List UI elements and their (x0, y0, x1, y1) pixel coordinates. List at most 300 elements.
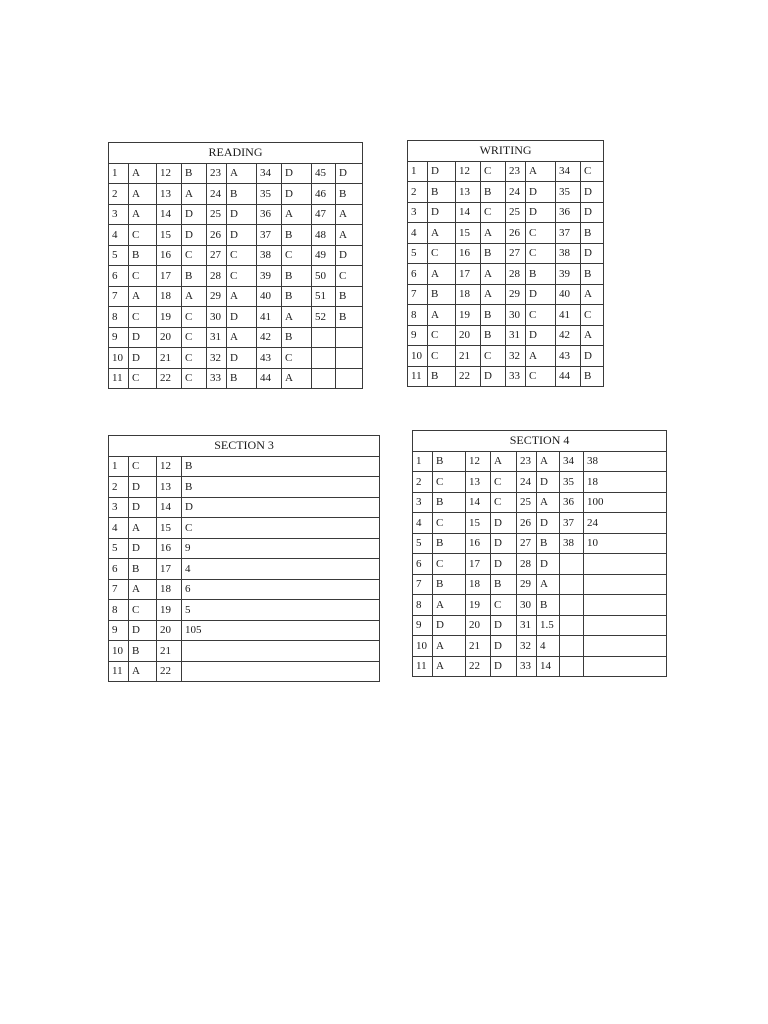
answer-cell: C (481, 161, 506, 182)
question-number-cell: 41 (257, 307, 282, 328)
answer-cell: B (282, 327, 312, 348)
answer-cell: B (336, 307, 363, 328)
table-row (408, 325, 604, 346)
table-row (109, 600, 380, 621)
question-number-cell: 52 (312, 307, 336, 328)
answer-cell: B (336, 286, 363, 307)
answer-cell: D (537, 554, 560, 575)
answer-cell: A (182, 286, 207, 307)
question-number-cell: 5 (109, 538, 129, 559)
answer-cell: A (282, 368, 312, 389)
answer-cell: A (491, 451, 517, 472)
question-number-cell: 23 (517, 451, 537, 472)
answer-cell: D (581, 346, 604, 367)
question-number-cell: 4 (109, 518, 129, 539)
answer-cell: D (129, 538, 157, 559)
answer-cell: B (581, 366, 604, 387)
answer-cell (584, 595, 667, 616)
question-number-cell: 38 (556, 243, 581, 264)
answer-cell: A (428, 305, 456, 326)
question-number-cell: 37 (560, 513, 584, 534)
answer-cell: C (481, 202, 506, 223)
answer-cell: C (282, 245, 312, 266)
question-number-cell: 7 (109, 286, 129, 307)
answer-cell: B (182, 477, 380, 498)
answer-cell: B (433, 451, 466, 472)
answer-cell (336, 327, 363, 348)
answer-cell (336, 348, 363, 369)
question-number-cell: 40 (556, 284, 581, 305)
answer-cell: C (336, 266, 363, 287)
answer-cell: C (227, 245, 257, 266)
question-number-cell: 24 (517, 472, 537, 493)
answer-cell: D (129, 327, 157, 348)
table-row (109, 204, 363, 225)
answer-cell: A (129, 661, 157, 682)
answer-cell: 5 (182, 600, 380, 621)
question-number-cell: 44 (257, 368, 282, 389)
answer-cell: C (182, 245, 207, 266)
question-number-cell: 7 (413, 574, 433, 595)
question-number-cell: 34 (257, 163, 282, 184)
question-number-cell: 35 (556, 182, 581, 203)
question-number-cell (560, 574, 584, 595)
answer-cell (584, 554, 667, 575)
answer-cell: A (227, 286, 257, 307)
question-number-cell: 20 (456, 325, 481, 346)
answer-cell: C (491, 595, 517, 616)
question-number-cell: 2 (109, 477, 129, 498)
answer-cell: A (129, 579, 157, 600)
answer-cell: A (481, 223, 506, 244)
answer-cell: B (182, 266, 207, 287)
answer-cell: C (491, 472, 517, 493)
table-row (109, 538, 380, 559)
question-number-cell: 36 (556, 202, 581, 223)
question-number-cell: 46 (312, 184, 336, 205)
answer-cell: D (537, 472, 560, 493)
answer-cell: 105 (182, 620, 380, 641)
answer-cell: B (433, 574, 466, 595)
question-number-cell: 1 (408, 161, 428, 182)
question-number-cell: 25 (506, 202, 526, 223)
answer-cell: A (537, 451, 560, 472)
answer-cell: B (129, 559, 157, 580)
question-number-cell: 11 (413, 656, 433, 677)
answer-cell: D (581, 202, 604, 223)
answer-cell: 4 (182, 559, 380, 580)
question-number-cell: 18 (157, 286, 182, 307)
answer-cell: C (182, 348, 207, 369)
answer-cell: D (537, 513, 560, 534)
question-number-cell: 41 (556, 305, 581, 326)
answer-cell: B (428, 284, 456, 305)
answer-cell: A (433, 595, 466, 616)
answer-cell: A (526, 161, 556, 182)
question-number-cell: 49 (312, 245, 336, 266)
table-row (109, 307, 363, 328)
question-number-cell: 36 (257, 204, 282, 225)
question-number-cell: 24 (207, 184, 227, 205)
table-row (109, 245, 363, 266)
question-number-cell: 31 (207, 327, 227, 348)
question-number-cell: 15 (157, 225, 182, 246)
question-number-cell: 6 (109, 559, 129, 580)
question-number-cell: 3 (109, 204, 129, 225)
table-row (413, 513, 667, 534)
question-number-cell: 8 (109, 600, 129, 621)
section4-title: SECTION 4 (413, 431, 667, 452)
writing-title: WRITING (408, 141, 604, 162)
question-number-cell: 50 (312, 266, 336, 287)
question-number-cell: 16 (466, 533, 491, 554)
question-number-cell: 30 (517, 595, 537, 616)
answer-cell: 1.5 (537, 615, 560, 636)
table-row (109, 225, 363, 246)
question-number-cell: 19 (466, 595, 491, 616)
answer-cell: D (182, 204, 207, 225)
table-row (413, 533, 667, 554)
question-number-cell: 4 (109, 225, 129, 246)
answer-cell: B (581, 223, 604, 244)
answer-cell: C (526, 223, 556, 244)
question-number-cell: 14 (157, 204, 182, 225)
answer-cell: C (182, 327, 207, 348)
reading-title: READING (109, 143, 363, 164)
answer-cell (584, 656, 667, 677)
answer-cell: D (227, 348, 257, 369)
answer-cell: 4 (537, 636, 560, 657)
answer-cell: D (282, 184, 312, 205)
question-number-cell: 44 (556, 366, 581, 387)
question-number-cell: 31 (506, 325, 526, 346)
question-number-cell: 13 (157, 184, 182, 205)
answer-cell: D (282, 163, 312, 184)
answer-cell: C (428, 346, 456, 367)
answer-cell: A (537, 574, 560, 595)
answer-cell: B (491, 574, 517, 595)
answer-cell: A (282, 307, 312, 328)
question-number-cell: 25 (517, 492, 537, 513)
question-number-cell: 4 (413, 513, 433, 534)
answer-cell: C (581, 161, 604, 182)
table-row (408, 366, 604, 387)
question-number-cell: 21 (157, 348, 182, 369)
answer-cell: C (129, 368, 157, 389)
question-number-cell: 22 (157, 368, 182, 389)
answer-cell: D (129, 620, 157, 641)
question-number-cell: 8 (109, 307, 129, 328)
question-number-cell: 3 (408, 202, 428, 223)
answer-cell: 38 (584, 451, 667, 472)
answer-cell: B (282, 266, 312, 287)
answer-cell: B (129, 641, 157, 662)
question-number-cell: 33 (207, 368, 227, 389)
question-number-cell: 8 (408, 305, 428, 326)
answer-cell: D (428, 161, 456, 182)
question-number-cell: 14 (456, 202, 481, 223)
question-number-cell: 47 (312, 204, 336, 225)
question-number-cell: 22 (466, 656, 491, 677)
question-number-cell: 19 (456, 305, 481, 326)
question-number-cell: 1 (109, 456, 129, 477)
question-number-cell: 8 (413, 595, 433, 616)
question-number-cell: 45 (312, 163, 336, 184)
question-number-cell: 39 (257, 266, 282, 287)
answer-cell: D (433, 615, 466, 636)
answer-cell (336, 368, 363, 389)
question-number-cell: 3 (413, 492, 433, 513)
question-number-cell: 17 (466, 554, 491, 575)
answer-cell: C (581, 305, 604, 326)
question-number-cell: 43 (257, 348, 282, 369)
answer-cell: C (428, 325, 456, 346)
question-number-cell (560, 595, 584, 616)
answer-cell: D (129, 477, 157, 498)
question-number-cell: 29 (517, 574, 537, 595)
answer-cell: C (182, 307, 207, 328)
question-number-cell: 40 (257, 286, 282, 307)
table-row (109, 327, 363, 348)
question-number-cell: 13 (157, 477, 182, 498)
answer-cell: C (129, 266, 157, 287)
question-number-cell: 29 (506, 284, 526, 305)
question-number-cell: 7 (408, 284, 428, 305)
answer-cell: D (526, 202, 556, 223)
table-row (408, 161, 604, 182)
answer-cell: 10 (584, 533, 667, 554)
table-row (109, 286, 363, 307)
answer-cell: B (481, 305, 506, 326)
table-row (109, 266, 363, 287)
question-number-cell: 19 (157, 307, 182, 328)
question-number-cell: 19 (157, 600, 182, 621)
question-number-cell: 30 (207, 307, 227, 328)
question-number-cell: 1 (413, 451, 433, 472)
table-row (408, 182, 604, 203)
question-number-cell: 20 (466, 615, 491, 636)
question-number-cell: 5 (109, 245, 129, 266)
question-number-cell: 13 (456, 182, 481, 203)
answer-cell: D (227, 204, 257, 225)
answer-cell: D (581, 182, 604, 203)
question-number-cell: 1 (109, 163, 129, 184)
question-number-cell: 26 (207, 225, 227, 246)
question-number-cell: 17 (157, 266, 182, 287)
answer-cell (182, 661, 380, 682)
table-row (413, 492, 667, 513)
reading-answer-table (108, 142, 363, 389)
question-number-cell (560, 636, 584, 657)
answer-cell: C (526, 243, 556, 264)
table-row (408, 243, 604, 264)
question-number-cell: 27 (207, 245, 227, 266)
answer-cell: C (491, 492, 517, 513)
table-row (109, 661, 380, 682)
question-number-cell (312, 348, 336, 369)
answer-cell: B (433, 533, 466, 554)
answer-cell: B (428, 366, 456, 387)
question-number-cell: 26 (517, 513, 537, 534)
question-number-cell: 20 (157, 620, 182, 641)
answer-cell: C (481, 346, 506, 367)
answer-cell: A (129, 184, 157, 205)
answer-cell: D (129, 348, 157, 369)
table-row (408, 346, 604, 367)
question-number-cell: 23 (207, 163, 227, 184)
question-number-cell: 42 (257, 327, 282, 348)
answer-cell: C (182, 518, 380, 539)
question-number-cell: 33 (506, 366, 526, 387)
question-number-cell: 35 (560, 472, 584, 493)
question-number-cell: 35 (257, 184, 282, 205)
section-4-answer-table (412, 430, 667, 677)
question-number-cell: 11 (109, 661, 129, 682)
question-number-cell: 2 (408, 182, 428, 203)
question-number-cell: 17 (157, 559, 182, 580)
table-row (109, 456, 380, 477)
answer-cell: D (182, 225, 207, 246)
answer-cell: C (129, 600, 157, 621)
answer-cell: D (336, 245, 363, 266)
question-number-cell: 29 (207, 286, 227, 307)
answer-cell: B (481, 325, 506, 346)
answer-cell: 18 (584, 472, 667, 493)
answer-cell (584, 636, 667, 657)
answer-cell: B (537, 595, 560, 616)
question-number-cell: 2 (413, 472, 433, 493)
answer-cell: D (581, 243, 604, 264)
question-number-cell: 32 (506, 346, 526, 367)
answer-cell: A (581, 325, 604, 346)
question-number-cell: 36 (560, 492, 584, 513)
answer-cell: B (129, 245, 157, 266)
question-number-cell: 43 (556, 346, 581, 367)
table-row (109, 497, 380, 518)
question-number-cell: 38 (560, 533, 584, 554)
question-number-cell: 14 (157, 497, 182, 518)
answer-cell: A (433, 636, 466, 657)
answer-cell: D (227, 225, 257, 246)
question-number-cell: 2 (109, 184, 129, 205)
answer-cell: B (428, 182, 456, 203)
answer-cell: D (481, 366, 506, 387)
question-number-cell: 11 (408, 366, 428, 387)
answer-cell: C (526, 305, 556, 326)
answer-cell: 9 (182, 538, 380, 559)
question-number-cell: 21 (456, 346, 481, 367)
answer-cell: D (428, 202, 456, 223)
table-row (109, 579, 380, 600)
question-number-cell (312, 327, 336, 348)
question-number-cell: 30 (506, 305, 526, 326)
question-number-cell: 21 (466, 636, 491, 657)
question-number-cell: 13 (466, 472, 491, 493)
table-row (109, 348, 363, 369)
question-number-cell: 28 (207, 266, 227, 287)
answer-cell: B (433, 492, 466, 513)
answer-cell: D (526, 182, 556, 203)
question-number-cell: 18 (456, 284, 481, 305)
question-number-cell: 37 (257, 225, 282, 246)
answer-cell: B (481, 182, 506, 203)
answer-cell: B (581, 264, 604, 285)
question-number-cell: 9 (109, 620, 129, 641)
table-row (413, 656, 667, 677)
answer-cell: D (129, 497, 157, 518)
question-number-cell: 51 (312, 286, 336, 307)
answer-cell: A (428, 264, 456, 285)
answer-cell: A (537, 492, 560, 513)
answer-cell: C (526, 366, 556, 387)
answer-cell: C (129, 307, 157, 328)
answer-cell: B (336, 184, 363, 205)
answer-cell: A (182, 184, 207, 205)
answer-cell: A (433, 656, 466, 677)
table-row (413, 636, 667, 657)
question-number-cell: 9 (109, 327, 129, 348)
question-number-cell: 28 (506, 264, 526, 285)
answer-cell: D (491, 513, 517, 534)
question-number-cell: 37 (556, 223, 581, 244)
section-3-answer-table (108, 435, 380, 682)
question-number-cell: 27 (517, 533, 537, 554)
answer-cell: A (282, 204, 312, 225)
question-number-cell: 15 (466, 513, 491, 534)
answer-cell: B (282, 286, 312, 307)
question-number-cell: 16 (157, 538, 182, 559)
question-number-cell: 38 (257, 245, 282, 266)
question-number-cell: 20 (157, 327, 182, 348)
question-number-cell: 12 (157, 456, 182, 477)
answer-cell: A (129, 163, 157, 184)
answer-cell: A (129, 286, 157, 307)
answer-cell: A (526, 346, 556, 367)
answer-cell: C (282, 348, 312, 369)
answer-cell: D (182, 497, 380, 518)
answer-cell: A (581, 284, 604, 305)
answer-cell: D (491, 533, 517, 554)
table-row (109, 184, 363, 205)
question-number-cell: 21 (157, 641, 182, 662)
table-row (413, 574, 667, 595)
question-number-cell: 28 (517, 554, 537, 575)
question-number-cell: 12 (466, 451, 491, 472)
question-number-cell: 12 (456, 161, 481, 182)
question-number-cell: 4 (408, 223, 428, 244)
answer-cell: A (481, 264, 506, 285)
question-number-cell: 5 (408, 243, 428, 264)
answer-cell: B (282, 225, 312, 246)
answer-cell: C (428, 243, 456, 264)
question-number-cell: 22 (456, 366, 481, 387)
answer-cell: A (129, 204, 157, 225)
question-number-cell: 6 (413, 554, 433, 575)
answer-cell: A (129, 518, 157, 539)
question-number-cell (560, 615, 584, 636)
table-row (413, 615, 667, 636)
answer-cell: D (336, 163, 363, 184)
answer-cell: D (491, 656, 517, 677)
question-number-cell: 34 (556, 161, 581, 182)
question-number-cell: 3 (109, 497, 129, 518)
table-row (109, 368, 363, 389)
question-number-cell: 9 (408, 325, 428, 346)
answer-cell: C (227, 266, 257, 287)
question-number-cell: 32 (517, 636, 537, 657)
answer-cell: D (491, 554, 517, 575)
answer-cell: A (336, 225, 363, 246)
